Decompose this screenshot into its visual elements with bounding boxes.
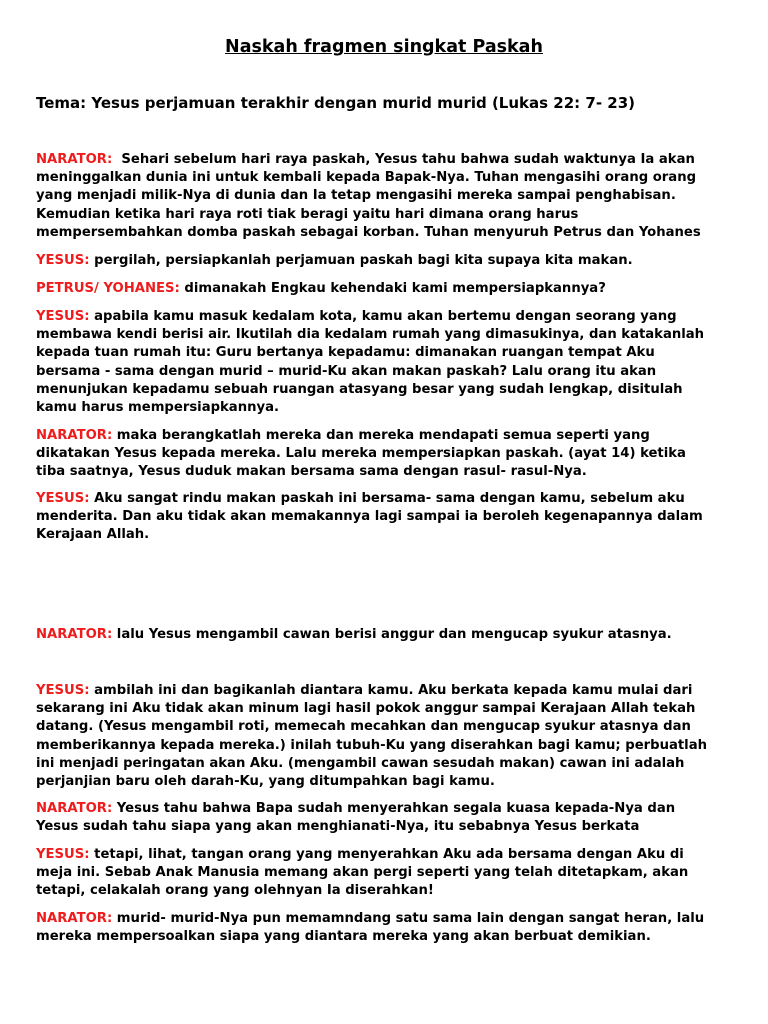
- speaker-label: YESUS:: [36, 683, 90, 698]
- speaker-label: PETRUS/ YOHANES:: [36, 281, 180, 296]
- dialogue-line: tetapi, celakalah orang yang olehnyan Ia diserahkan!: [36, 883, 434, 899]
- dialogue-line: ini menjadi peringatan akan Aku. (mengambil cawan sesudah makan) cawan ini adalah: [36, 755, 685, 771]
- dialogue-line: memberikannya kepada mereka.) inilah tubuh-Ku yang diserahkan bagi kamu; perbuatlah: [36, 737, 707, 753]
- speaker-label: NARATOR:: [36, 801, 113, 816]
- dialogue-block-yesus-4: [36, 682, 736, 791]
- speaker-label: YESUS:: [36, 309, 90, 324]
- speaker-label: NARATOR:: [36, 152, 113, 167]
- dialogue-line: kepada tuan rumah itu: Guru bertanya kepadamu: dimanakan ruangan tempat Aku: [36, 345, 655, 361]
- speaker-label: NARATOR:: [36, 911, 113, 926]
- dialogue-line: Yesus sudah tahu siapa yang akan menghianati-Nya, itu sebabnya Yesus berkata: [36, 819, 640, 835]
- dialogue-line: sekarang ini Aku tidak akan minum lagi hasil pokok anggur sampai Kerajaan Allah tekah: [36, 701, 696, 717]
- document-title: Naskah fragmen singkat Paskah: [225, 37, 543, 57]
- dialogue-block-narrator-4: [36, 800, 736, 836]
- dialogue-block-narrator-5: [36, 910, 736, 946]
- dialogue-line: NARATOR: murid- murid-Nya pun memamndang satu sama lain dengan sangat heran, lalu: [36, 911, 705, 926]
- dialogue-line: perjanjian baru oleh darah-Ku, yang ditumpahkan bagi kamu.: [36, 774, 495, 790]
- dialogue-block-narrator-2: [36, 427, 736, 482]
- dialogue-line: kamu harus mempersiapkannya.: [36, 400, 279, 416]
- dialogue-line: YESUS: ambilah ini dan bagikanlah diantara kamu. Aku berkata kepada kamu mulai dari: [36, 683, 693, 698]
- dialogue-line: NARATOR: Sehari sebelum hari raya paskah, Yesus tahu bahwa sudah waktunya Ia akan: [36, 152, 695, 167]
- theme-line: Tema: Yesus perjamuan terakhir dengan murid murid (Lukas 22: 7- 23): [36, 94, 635, 112]
- dialogue-line: Kemudian ketika hari raya roti tiak beragi yaitu hari dimana orang harus: [36, 206, 579, 222]
- dialogue-block-yesus-2: [36, 308, 736, 417]
- speaker-label: YESUS:: [36, 491, 90, 506]
- dialogue-line: mereka mempersoalkan siapa yang diantara mereka yang akan berbuat demikian.: [36, 929, 651, 945]
- dialogue-block-narrator-3: [36, 626, 736, 644]
- dialogue-line: YESUS: apabila kamu masuk kedalam kota, kamu akan bertemu dengan seorang yang: [36, 309, 677, 324]
- speaker-label: YESUS:: [36, 847, 90, 862]
- dialogue-line: dikatakan Yesus kepada mereka. Lalu mereka mempersiapkan paskah. (ayat 14) ketika: [36, 446, 686, 462]
- dialogue-line: membawa kendi berisi air. Ikutilah dia kedalam rumah yang dimasukinya, dan katakanlah: [36, 327, 705, 343]
- speaker-label: YESUS:: [36, 253, 90, 268]
- dialogue-line: YESUS: Aku sangat rindu makan paskah ini bersama- sama dengan kamu, sebelum aku: [36, 491, 685, 506]
- dialogue-line: YESUS: pergilah, persiapkanlah perjamuan paskah bagi kita supaya kita makan.: [36, 253, 633, 268]
- dialogue-line: menunjukan kepadamu sebuah ruangan atasyang besar yang sudah lengkap, disitulah: [36, 381, 683, 397]
- dialogue-block-petrus-yohanes: [36, 280, 736, 298]
- dialogue-line: YESUS: tetapi, lihat, tangan orang yang menyerahkan Aku ada bersama dengan Aku di: [36, 847, 684, 862]
- dialogue-line: meninggalkan dunia ini untuk kembali kepada Bapak-Nya. Tuhan mengasihi orang orang: [36, 170, 697, 186]
- dialogue-block-yesus-1: [36, 252, 736, 270]
- dialogue-block-yesus-5: [36, 846, 736, 901]
- dialogue-line: meja ini. Sebab Anak Manusia memang akan pergi seperti yang telah ditetapkam, akan: [36, 865, 689, 881]
- dialogue-block-narrator-1: [36, 151, 736, 242]
- dialogue-line: tiba saatnya, Yesus duduk makan bersama sama dengan rasul- rasul-Nya.: [36, 464, 587, 480]
- dialogue-line: NARATOR: lalu Yesus mengambil cawan berisi anggur dan mengucap syukur atasnya.: [36, 627, 672, 642]
- dialogue-block-yesus-3: [36, 490, 736, 545]
- speaker-label: NARATOR:: [36, 627, 113, 642]
- dialogue-line: Kerajaan Allah.: [36, 527, 150, 543]
- dialogue-line: bersama - sama dengan murid – murid-Ku akan makan paskah? Lalu orang itu akan: [36, 363, 657, 379]
- speaker-label: NARATOR:: [36, 428, 113, 443]
- dialogue-line: NARATOR: Yesus tahu bahwa Bapa sudah menyerahkan segala kuasa kepada-Nya dan: [36, 801, 676, 816]
- dialogue-line: datang. (Yesus mengambil roti, memecah mecahkan dan mengucap syukur atasnya dan: [36, 719, 691, 735]
- dialogue-line: NARATOR: maka berangkatlah mereka dan mereka mendapati semua seperti yang: [36, 428, 650, 443]
- dialogue-line: PETRUS/ YOHANES: dimanakah Engkau kehendaki kami mempersiapkannya?: [36, 281, 606, 296]
- dialogue-line: yang menjadi milik-Nya di dunia dan Ia tetap mengasihi mereka sampai penghabisan.: [36, 188, 676, 204]
- dialogue-line: mempersembahkan domba paskah sebagai korban. Tuhan menyuruh Petrus dan Yohanes: [36, 224, 701, 240]
- dialogue-line: menderita. Dan aku tidak akan memakannya lagi sampai ia beroleh kegenapannya dalam: [36, 509, 703, 525]
